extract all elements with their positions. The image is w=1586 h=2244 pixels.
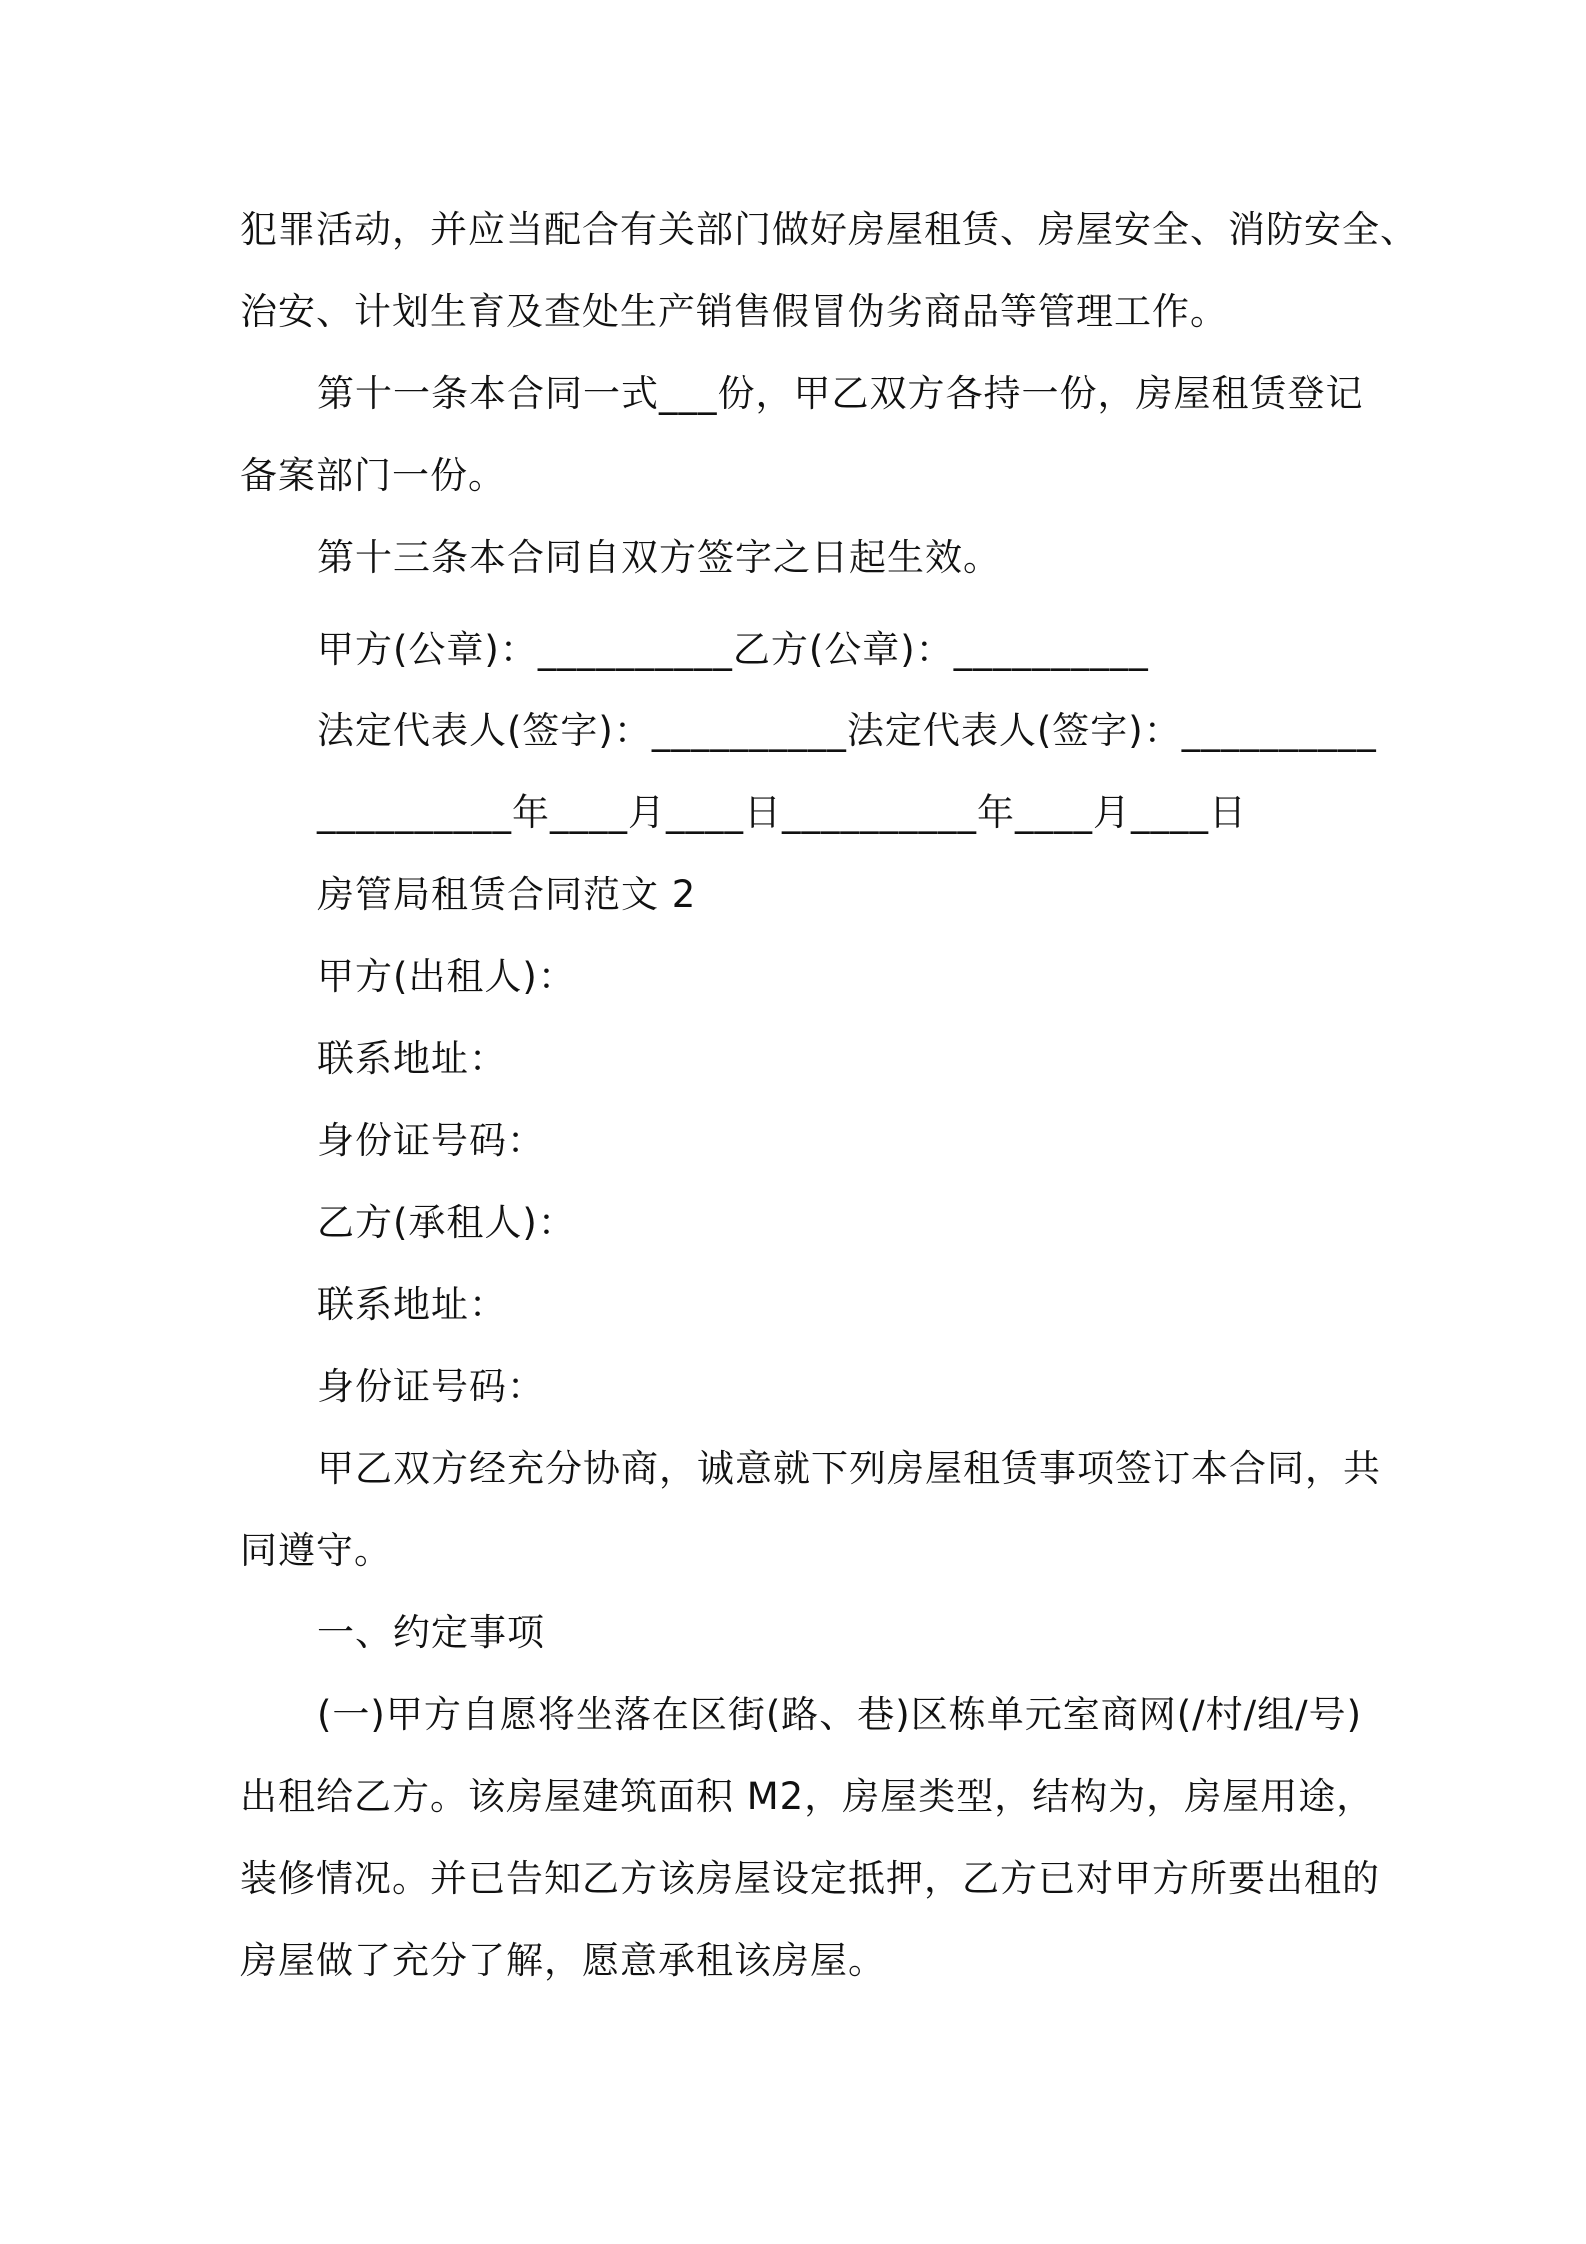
- paragraph-line: 甲乙双方经充分协商，诚意就下列房屋租赁事项签订本合同，共: [317, 1447, 1381, 1490]
- signature-line: 法定代表人(签字)：__________法定代表人(签字)：__________: [317, 709, 1377, 752]
- party-field: 身份证号码：: [317, 1119, 545, 1162]
- paragraph-line: 第十一条本合同一式___份，甲乙双方各持一份，房屋租赁登记: [317, 372, 1364, 415]
- paragraph-line: 同遵守。: [240, 1529, 392, 1572]
- party-field: 甲方(出租人)：: [317, 955, 576, 998]
- party-field: 乙方(承租人)：: [317, 1201, 576, 1244]
- paragraph-line: 犯罪活动，并应当配合有关部门做好房屋租赁、房屋安全、消防安全、: [240, 208, 1418, 251]
- section-heading: 一、约定事项: [317, 1611, 545, 1654]
- paragraph-line: 房屋做了充分了解，愿意承租该房屋。: [240, 1939, 886, 1982]
- paragraph-line: 备案部门一份。: [240, 454, 506, 497]
- signature-line: 甲方(公章)：__________乙方(公章)：__________: [317, 628, 1149, 671]
- party-field: 联系地址：: [317, 1037, 507, 1080]
- party-field: 联系地址：: [317, 1283, 507, 1326]
- paragraph-line: 出租给乙方。该房屋建筑面积 M2，房屋类型，结构为，房屋用途，: [240, 1775, 1375, 1818]
- paragraph-line: (一)甲方自愿将坐落在区街(路、巷)区栋单元室商网(/村/组/号): [317, 1693, 1363, 1736]
- paragraph-line: 第十三条本合同自双方签字之日起生效。: [317, 536, 1001, 579]
- paragraph-line: 装修情况。并已告知乙方该房屋设定抵押，乙方已对甲方所要出租的: [240, 1857, 1380, 1900]
- party-field: 身份证号码：: [317, 1365, 545, 1408]
- date-line: __________年____月____日__________年____月____日: [317, 791, 1247, 834]
- section-title: 房管局租赁合同范文 2: [317, 873, 697, 916]
- paragraph-line: 治安、计划生育及查处生产销售假冒伪劣商品等管理工作。: [240, 290, 1228, 333]
